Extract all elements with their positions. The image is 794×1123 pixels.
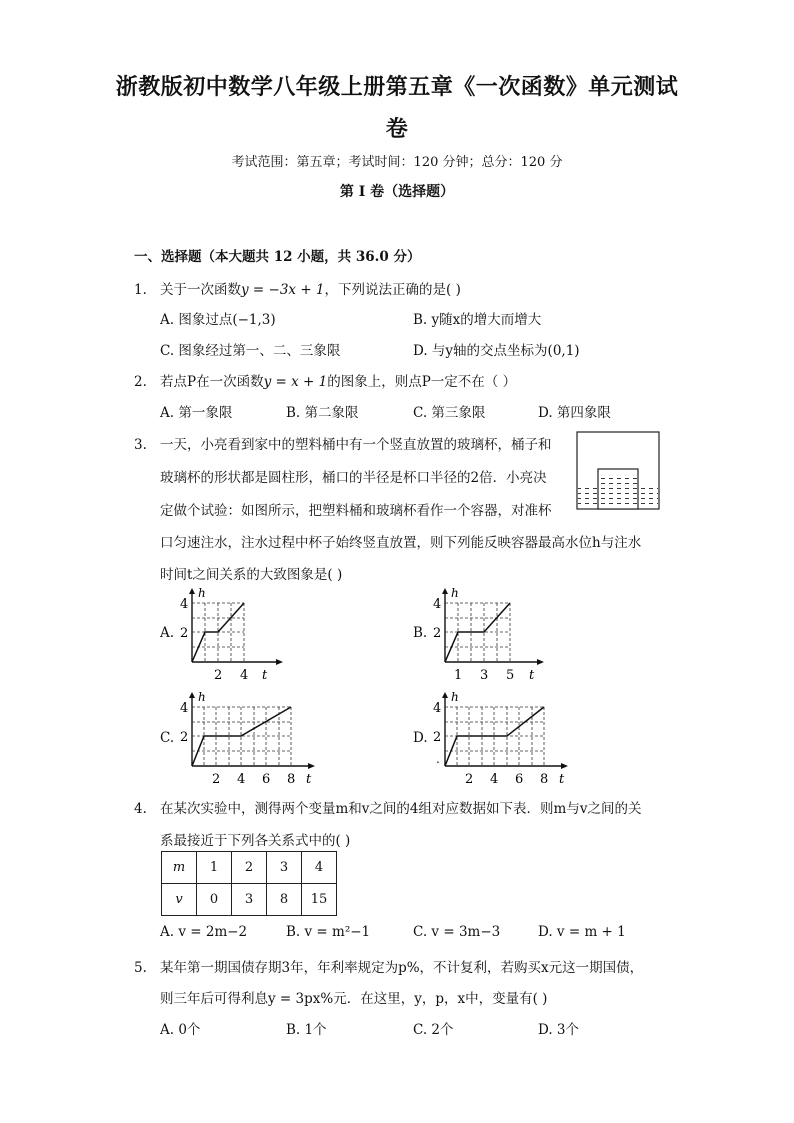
glass-water (599, 474, 637, 508)
graph-line (445, 603, 510, 662)
question-4-line-1: 4. 在某次实验中，测得两个变量m和v之间的4组对应数据如下表．则m与v之间的关 (134, 801, 642, 817)
x-tick: 1 (454, 668, 463, 683)
question-4-option-b[interactable]: B. v = m²−1 (286, 924, 371, 940)
question-3-option-a[interactable]: A. (160, 625, 175, 641)
question-1-stem: 1. 关于一次函数y = −3x + 1，下列说法正确的是( ) (134, 282, 461, 298)
x-tick: 2 (214, 668, 223, 683)
graph-line (192, 707, 291, 766)
question-4-option-d[interactable]: D. v = m + 1 (538, 924, 626, 940)
question-2-option-d[interactable]: D. 第四象限 (538, 405, 611, 421)
graph-line (445, 707, 544, 766)
question-2-stem: 2. 若点P在一次函数y = x + 1的图象上，则点P一定不在（ ） (134, 374, 517, 390)
x-tick: 4 (237, 772, 246, 787)
table-row (162, 852, 337, 884)
question-4-line-2: 系最接近于下列各关系式中的( ) (160, 833, 351, 849)
document-title-line2: 卷 (385, 117, 409, 142)
question-5-line-1: 5. 某年第一期国债存期3年，年利率规定为p%，不计复利，若购买x元这一期国债， (134, 960, 644, 976)
question-3-option-c[interactable]: C. (160, 730, 175, 746)
graph-option-b (429, 588, 549, 684)
table-cell: 3 (232, 884, 267, 916)
section-heading: 一、选择题（本大题共 12 小题，共 36.0 分） (134, 249, 421, 265)
t-axis-label: t (262, 668, 268, 683)
question-5-option-d[interactable]: D. 3个 (538, 1022, 580, 1038)
h-axis-label: h (451, 588, 459, 600)
question-3-line-4: 口匀速注水，注水过程中杯子始终竖直放置，则下列能反映容器最高水位h与注水 (160, 535, 642, 551)
x-tick: 6 (262, 772, 271, 787)
exam-meta: 考试范围：第五章；考试时间：120 分钟；总分：120 分 (231, 155, 563, 170)
y-tick-4: 4 (433, 597, 442, 612)
graph-option-d (429, 692, 574, 788)
graph-option-c (176, 692, 321, 788)
question-5-option-a[interactable]: A. 0个 (160, 1022, 201, 1038)
question-1-option-b[interactable]: B. y随x的增大而增大 (413, 312, 542, 328)
x-tick: 8 (540, 772, 549, 787)
stray-dot: . (436, 752, 440, 766)
h-axis-label: h (451, 692, 459, 704)
document-title-line1: 浙教版初中数学八年级上册第五章《一次函数》单元测试 (115, 75, 679, 100)
question-number: 5. (134, 960, 147, 976)
t-axis-label: t (559, 772, 565, 787)
y-tick-2: 2 (433, 730, 442, 745)
question-number: 4. (134, 801, 147, 817)
question-5-option-c[interactable]: C. 2个 (413, 1022, 454, 1038)
question-4-option-c[interactable]: C. v = 3m−3 (413, 924, 501, 940)
table-row (162, 884, 337, 916)
x-tick: 6 (515, 772, 524, 787)
question-5-option-b[interactable]: B. 1个 (286, 1022, 327, 1038)
table-cell: 2 (232, 852, 267, 884)
table-cell: 8 (267, 884, 302, 916)
y-tick-4: 4 (180, 597, 189, 612)
graph-option-a (176, 588, 286, 684)
question-number: 2. (134, 374, 147, 390)
x-tick: 2 (212, 772, 221, 787)
y-tick-2: 2 (433, 626, 442, 641)
question-number: 3. (134, 437, 147, 453)
h-axis-label: h (198, 588, 206, 600)
data-table (161, 851, 337, 916)
question-3-line-1: 3. 一天，小亮看到家中的塑料桶中有一个竖直放置的玻璃杯，桶子和 (134, 437, 552, 453)
question-2-option-c[interactable]: C. 第三象限 (413, 405, 486, 421)
question-3-line-2: 玻璃杯的形状都是圆柱形，桶口的半径是杯口半径的2倍．小亮决 (160, 470, 547, 486)
volume-heading: 第 I 卷（选择题） (339, 184, 455, 200)
h-axis-label: h (198, 692, 206, 704)
t-axis-label: t (529, 668, 535, 683)
x-tick: 2 (465, 772, 474, 787)
x-tick: 4 (490, 772, 499, 787)
x-tick: 5 (506, 668, 515, 683)
y-tick-2: 2 (180, 730, 189, 745)
table-cell: 4 (302, 852, 337, 884)
question-2-option-a[interactable]: A. 第一象限 (160, 405, 233, 421)
x-tick: 8 (287, 772, 296, 787)
x-tick: 4 (240, 668, 249, 683)
question-5-line-2: 则三年后可得利息y = 3px%元．在这里，y，p，x中，变量有( ) (160, 991, 548, 1007)
question-3-option-b[interactable]: B. (413, 625, 428, 641)
question-number: 1. (134, 282, 147, 298)
question-1-option-a[interactable]: A. 图象过点(−1,3) (160, 312, 276, 328)
question-1-option-c[interactable]: C. 图象经过第一、二、三象限 (160, 343, 341, 359)
table-cell: 1 (197, 852, 232, 884)
question-4-option-a[interactable]: A. v = 2m−2 (160, 924, 248, 940)
bucket-glass-figure (576, 431, 660, 511)
question-3-option-d[interactable]: D. (413, 730, 428, 746)
question-3-line-5: 时间t之间关系的大致图象是( ) (160, 567, 343, 583)
t-axis-label: t (306, 772, 312, 787)
question-2-option-b[interactable]: B. 第二象限 (286, 405, 359, 421)
question-1-option-d[interactable]: D. 与y轴的交点坐标为(0,1) (413, 343, 580, 359)
y-tick-4: 4 (433, 701, 442, 716)
y-tick-4: 4 (180, 701, 189, 716)
table-cell: 0 (197, 884, 232, 916)
table-cell: 3 (267, 852, 302, 884)
y-tick-2: 2 (180, 626, 189, 641)
question-3-line-3: 定做个试验：如图所示，把塑料桶和玻璃杯看作一个容器，对准杯 (160, 503, 552, 519)
x-tick: 3 (480, 668, 489, 683)
table-cell: 15 (302, 884, 337, 916)
table-cell: m (162, 852, 197, 884)
table-cell: v (162, 884, 197, 916)
